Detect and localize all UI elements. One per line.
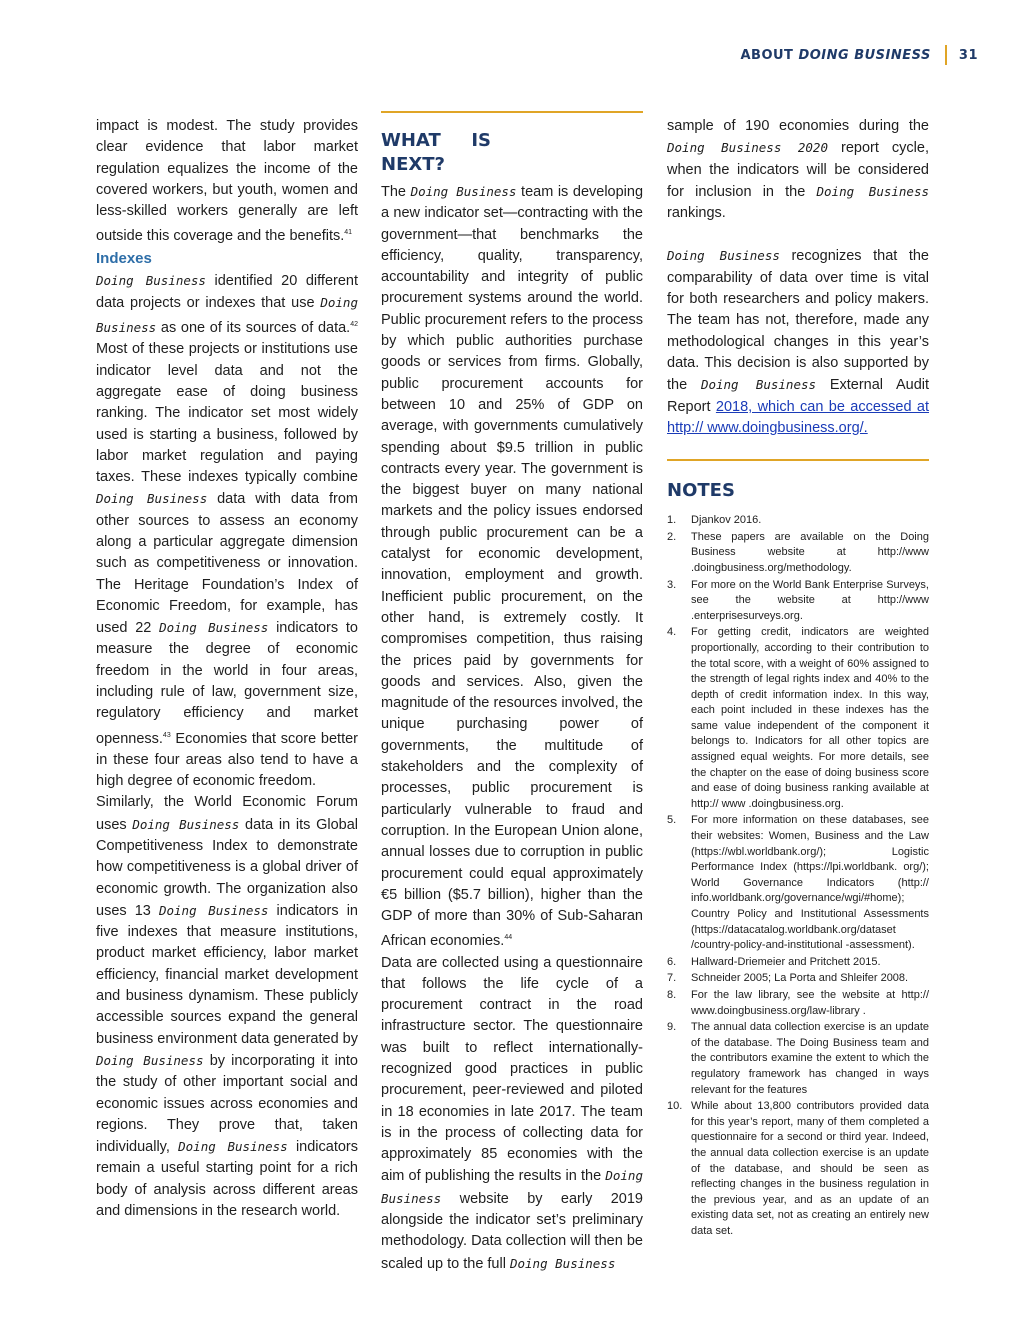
note-item bbox=[667, 530, 929, 577]
note-text: These papers are available on the Doing Business website at http://www .doingbusiness.org/methodology. bbox=[691, 530, 929, 574]
note-item bbox=[667, 971, 929, 987]
note-item bbox=[667, 955, 929, 971]
note-number: 9. bbox=[667, 1021, 677, 1034]
note-number: 6. bbox=[667, 955, 677, 968]
indexes-heading: Indexes bbox=[96, 249, 152, 267]
note-item bbox=[667, 578, 929, 625]
notes-heading: NOTES bbox=[667, 480, 735, 502]
note-text: For getting credit, indicators are weighted proportionally, according to their contribution to the total score, with a weight of 60% assigned to the strength of legal rights index and 40% to the depth of credit information index. In this way, each point included in these indexes has the same value independent of the component it belongs to. Indicators for all other topics are assigned equal weights. For more details, see the chapter on the ease of doing business score and ease of doing business ranking available at http:// www .doingbusiness.org. bbox=[691, 626, 929, 810]
note-item bbox=[667, 988, 929, 1019]
note-text: Hallward-Driemeier and Pritchett 2015. bbox=[691, 955, 881, 968]
paragraph: Similarly, the World Economic Forum uses Doing Business data in its Global Competitiveness Index to demonstrate how competitiveness is a global driver of economic growth. The organization also uses 13 Doing Business indicators in five indexes that measure institutions, product market efficiency, labor market efficiency, financial market development and business dynamism. These publicly accessible sources expand the general business environment data generated by Doing Business by incorporating it into the study of other important social and economic issues across economies and regions. They prove that, taken individually, Doing Business indicators remain a useful starting point for a rich body of analysis across different areas and dimensions in the research world. bbox=[96, 794, 359, 1220]
column-middle bbox=[381, 111, 643, 1275]
note-item bbox=[667, 513, 929, 529]
paragraph: Doing Business identified 20 different data projects or indexes that use Doing Business as one of its sources of data.$^{42}$ Most of these projects or institutions use indicator level data and not the aggregate ease of doing business ranking. The indicator set most widely used is starting a business, followed by labor market regulation and paying taxes. These indexes typically combine Doing Business data with data from other sources to assess an economy along a particular aggregate dimension such as competitiveness or innovation. The Heritage Foundation’s Index of Economic Freedom, for example, has used 22 Doing Business indicators to measure the degree of economic freedom in the world in four areas, including rule of law, government size, regulatory efficiency and market openness.$^{43}$ Economies that score better in these four areas also tend to have a high degree of economic freedom. bbox=[96, 272, 359, 790]
column-left bbox=[96, 116, 358, 1222]
paragraph: sample of 190 economies during the Doing Business 2020 report cycle, when the indicators will be considered for inclusion in the Doing Business rankings. bbox=[667, 118, 930, 222]
page-number: 31 bbox=[958, 47, 978, 63]
note-number: 8. bbox=[667, 988, 677, 1001]
note-number: 4. bbox=[667, 626, 677, 639]
note-text: The annual data collection exercise is an update of the database. The Doing Business team and the contributors examine the extent to which the regulatory framework has changed in ways relevant for the features bbox=[691, 1021, 929, 1096]
note-item bbox=[667, 1020, 929, 1098]
note-item bbox=[667, 813, 929, 953]
paragraph: Data are collected using a questionnaire that follows the life cycle of a procurement contract in the road infrastructure sector. The questionnaire was built to reflect internationally-recognized good practices in public procurement, peer-reviewed and piloted in 18 economies in late 2017. The team is in the process of collecting data for approximately 85 economies with the aim of publishing the results in the Doing Business website by early 2019 alongside the indicator set’s preliminary methodology. Data collection will then be scaled up to the full Doing Business bbox=[381, 954, 643, 1272]
header-divider bbox=[945, 45, 947, 65]
what-is-next-heading: WHAT IS NEXT? bbox=[381, 130, 491, 175]
paragraph: Doing Business recognizes that the comparability of data over time is vital for both researchers and policy makers. The team has not, therefore, made any methodological changes in this year’s data. This decision is also supported by the Doing Business External Audit Report 2018, which can be accessed at http:// www.doingbusiness.org/. bbox=[667, 248, 930, 436]
note-number: 7. bbox=[667, 972, 677, 985]
paragraph: The Doing Business team is developing a new indicator set—contracting with the government—that benchmarks the efficiency, quality, transparency, accountability and integrity of public procurement systems around the world. Public procurement refers to the process by which public authorities purchase goods or services from firms. Globally, public procurement accounts for between 10 and 25% of GDP on average, with governments cumulatively spending about $9.5 trillion in public contracts every year. The government is the biggest buyer on many national markets and the policy issues endorsed through public procurement can be a catalyst for economic development, innovation, employment and growth. Inefficient public procurement, on the other hand, is extremely costly. It compromises competition, thus raising the prices paid by governments for goods and services. Also, given the magnitude of the resources involved, the unique purchasing power of governments, the multitude of stakeholders and the complexity of processes, public procurement is particularly vulnerable to fraud and corruption. In the European Union alone, annual losses due to corruption in public procurement could equal approximately €5 billion ($5.7 billion), higher than the GDP of more than 30% of Sub-Saharan African economies.$^{44}$ bbox=[381, 184, 644, 950]
note-number: 1. bbox=[667, 514, 677, 527]
note-text: For more on the World Bank Enterprise Surveys, see the website at http://www .enterprisesurveys.org. bbox=[691, 578, 929, 622]
page-header bbox=[740, 44, 978, 66]
note-number: 2. bbox=[667, 530, 677, 543]
notes-rule bbox=[667, 459, 929, 461]
note-number: 5. bbox=[667, 814, 677, 827]
note-text: For more information on these databases, see their websites: Women, Business and the Law (https://wbl.worldbank.org/); Logistic Performance Index (https://lpi.worldbank. org/); World Governance Indicators (http:// info.worldbank.org/governance/wgi/#home); Country Policy and Institutional Assessments (https://datacatalog.worldbank.org/dataset /country-policy-and-institutional -assessment). bbox=[691, 814, 929, 952]
note-number: 3. bbox=[667, 578, 677, 591]
note-text: For the law library, see the website at http:// www.doingbusiness.org/law-library . bbox=[691, 988, 929, 1017]
column-right bbox=[667, 116, 929, 1240]
note-item bbox=[667, 1099, 929, 1239]
note-item bbox=[667, 625, 929, 812]
section-title: ABOUT DOING BUSINESS bbox=[740, 47, 931, 63]
note-number: 10. bbox=[667, 1100, 683, 1113]
section-rule bbox=[381, 111, 643, 113]
note-text: While about 13,800 contributors provided data for this year’s report, many of them completed a questionnaire for a second or third year. Indeed, the annual data collection exercise is an update of the database, and should be seen as reflecting changes in the business regulation in the previous year, and as an update of an existing data set, not as creating an entirely new data set. bbox=[691, 1100, 929, 1237]
note-text: Schneider 2005; La Porta and Shleifer 2008. bbox=[691, 972, 909, 985]
paragraph: impact is modest. The study provides clear evidence that labor market regulation equalizes the income of the covered workers, but youth, women and less-skilled workers generally are left outside this coverage and the benefits.$^{41}$ bbox=[96, 118, 358, 245]
note-text: Djankov 2016. bbox=[691, 514, 762, 527]
notes-list bbox=[667, 513, 929, 1239]
audit-report-link[interactable]: 2018, which can be accessed at http:// www.doingbusiness.org/. bbox=[667, 398, 929, 436]
